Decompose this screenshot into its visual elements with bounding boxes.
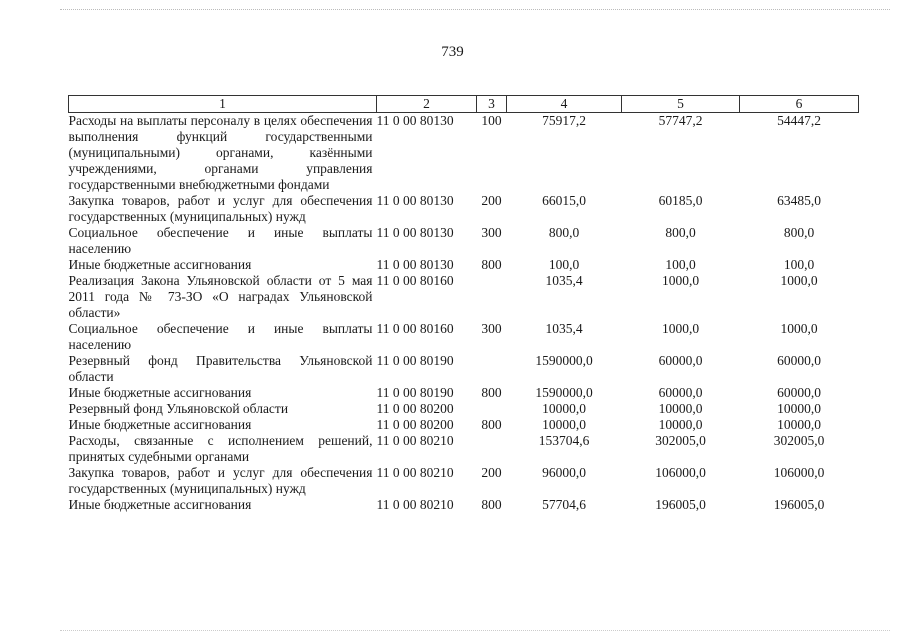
amount-col6: 54447,2 [777, 113, 821, 128]
target-code: 11 0 00 80160 [376, 321, 454, 336]
expense-name: Закупка товаров, работ и услуг для обеспечения государственных (муниципальных) нужд [68, 465, 373, 496]
expense-type: 800 [481, 497, 502, 512]
target-code: 11 0 00 80190 [376, 385, 454, 400]
target-code: 11 0 00 80130 [376, 113, 454, 128]
amount-col6: 60000,0 [777, 353, 821, 368]
amount-col4: 57704,6 [542, 497, 586, 512]
column-header-6: 6 [740, 96, 859, 113]
expense-type [477, 273, 507, 321]
target-code: 11 0 00 80200 [376, 417, 454, 432]
expense-name: Закупка товаров, работ и услуг для обеспечения государственных (муниципальных) нужд [68, 193, 373, 224]
table-row [69, 353, 859, 385]
table-row [69, 113, 859, 194]
amount-col4: 10000,0 [542, 417, 586, 432]
amount-col4: 100,0 [548, 257, 580, 272]
amount-col5: 60000,0 [658, 353, 703, 368]
expense-name: Иные бюджетные ассигнования [68, 497, 252, 512]
header-row [69, 96, 859, 113]
table-row [69, 385, 859, 401]
column-header-2: 2 [377, 96, 477, 113]
expense-type: 300 [481, 225, 502, 240]
amount-col6: 106000,0 [773, 465, 825, 480]
amount-col4: 1035,4 [545, 273, 583, 288]
amount-col5: 1000,0 [661, 273, 700, 288]
budget-table [68, 95, 859, 513]
expense-type [477, 353, 507, 385]
amount-col4: 75917,2 [542, 113, 586, 128]
expense-type: 800 [481, 257, 502, 272]
target-code: 11 0 00 80130 [376, 257, 454, 272]
table-row [69, 257, 859, 273]
expense-type: 200 [481, 193, 502, 208]
amount-col4: 800,0 [548, 225, 580, 240]
amount-col4: 1035,4 [545, 321, 583, 336]
amount-col5: 302005,0 [655, 433, 706, 448]
amount-col5: 10000,0 [658, 401, 703, 416]
amount-col6: 10000,0 [777, 401, 821, 416]
amount-col5: 800,0 [665, 225, 696, 240]
expense-name: Резервный фонд Ульяновской области [68, 401, 289, 416]
expense-type [477, 401, 507, 417]
amount-col5: 1000,0 [661, 321, 700, 336]
expense-name: Иные бюджетные ассигнования [68, 385, 252, 400]
expense-name: Расходы, связанные с исполнением решений, принятых судебными органами [68, 433, 373, 464]
table-row [69, 401, 859, 417]
expense-name: Социальное обеспечение и иные выплаты населению [68, 321, 373, 352]
target-code: 11 0 00 80210 [376, 465, 454, 480]
expense-name: Резервный фонд Правительства Ульяновской области [68, 353, 373, 384]
column-header-1: 1 [69, 96, 377, 113]
column-header-3: 3 [477, 96, 507, 113]
expense-type [477, 433, 507, 465]
amount-col4: 1590000,0 [535, 353, 593, 368]
scan-artifact-top [60, 9, 890, 11]
amount-col6: 1000,0 [780, 273, 818, 288]
expense-name: Расходы на выплаты персоналу в целях обеспечения выполнения функций государственными (муниципальными) органами, казёнными учреждениями, органами управления государственными внебюджетными фондами [68, 113, 373, 192]
amount-col5: 60185,0 [658, 193, 703, 208]
amount-col6: 10000,0 [777, 417, 821, 432]
amount-col4: 66015,0 [542, 193, 586, 208]
amount-col4: 153704,6 [538, 433, 590, 448]
column-header-4: 4 [507, 96, 622, 113]
column-header-5: 5 [622, 96, 740, 113]
target-code: 11 0 00 80210 [376, 433, 454, 448]
amount-col5: 106000,0 [655, 465, 706, 480]
target-code: 11 0 00 80160 [376, 273, 454, 288]
amount-col5: 10000,0 [658, 417, 703, 432]
amount-col5: 100,0 [665, 257, 696, 272]
target-code: 11 0 00 80190 [376, 353, 454, 368]
expense-name: Реализация Закона Ульяновской области от 5 мая 2011 года № 73-ЗО «О наградах Ульяновской области» [68, 273, 373, 320]
table-row [69, 465, 859, 497]
page-number: 739 [441, 44, 464, 60]
target-code: 11 0 00 80130 [376, 193, 454, 208]
table-row [69, 193, 859, 225]
amount-col4: 1590000,0 [535, 385, 593, 400]
expense-name: Иные бюджетные ассигнования [68, 257, 252, 272]
amount-col6: 302005,0 [773, 433, 825, 448]
table-row [69, 321, 859, 353]
scan-artifact-bottom [60, 630, 890, 632]
amount-col5: 60000,0 [658, 385, 703, 400]
amount-col6: 63485,0 [777, 193, 821, 208]
table-row [69, 417, 859, 433]
expense-type: 100 [481, 113, 502, 128]
amount-col6: 196005,0 [773, 497, 825, 512]
expense-name: Иные бюджетные ассигнования [68, 417, 252, 432]
amount-col6: 800,0 [783, 225, 815, 240]
amount-col4: 96000,0 [542, 465, 586, 480]
amount-col6: 60000,0 [777, 385, 821, 400]
table-row [69, 433, 859, 465]
amount-col6: 100,0 [783, 257, 815, 272]
table-row [69, 273, 859, 321]
amount-col5: 57747,2 [658, 113, 703, 128]
expense-type: 300 [481, 321, 502, 336]
amount-col5: 196005,0 [655, 497, 706, 512]
target-code: 11 0 00 80210 [376, 497, 454, 512]
expense-name: Социальное обеспечение и иные выплаты населению [68, 225, 373, 256]
amount-col6: 1000,0 [780, 321, 818, 336]
table-row [69, 497, 859, 513]
table-row [69, 225, 859, 257]
target-code: 11 0 00 80130 [376, 225, 454, 240]
expense-type: 200 [481, 465, 502, 480]
expense-type: 800 [481, 417, 502, 432]
amount-col4: 10000,0 [542, 401, 586, 416]
expense-type: 800 [481, 385, 502, 400]
target-code: 11 0 00 80200 [376, 401, 454, 416]
